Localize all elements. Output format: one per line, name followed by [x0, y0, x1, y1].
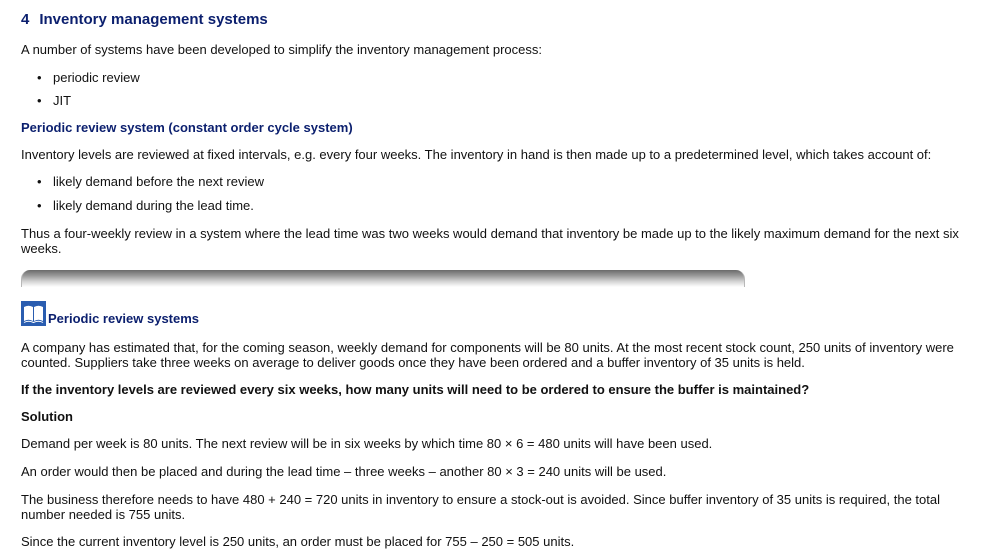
solution-step: Demand per week is 80 units. The next review will be in six weeks by which time 80 × 6 = 480 units will have been used.: [21, 436, 713, 451]
section-number: 4: [21, 11, 30, 28]
section-divider: [21, 270, 745, 287]
intro-paragraph: A number of systems have been developed to simplify the inventory management process:: [21, 42, 543, 57]
list-item: [21, 93, 961, 108]
list-item-text: JIT: [53, 93, 72, 108]
list-item-text: likely demand during the lead time.: [53, 198, 254, 213]
factors-list: [21, 174, 961, 213]
example-header: [21, 301, 961, 326]
list-item: [21, 70, 961, 85]
list-item-text: periodic review: [53, 70, 140, 85]
solution-label: Solution: [21, 409, 73, 424]
example-paragraph: Thus a four-weekly review in a system where the lead time was two weeks would demand that inventory be made up to the likely maximum demand for the next six weeks.: [21, 226, 959, 256]
systems-list: [21, 70, 961, 108]
scenario-paragraph: A company has estimated that, for the coming season, weekly demand for components will be 80 units. At the most recent stock count, 250 units of inventory were counted. Suppliers take three weeks on average to deliver goods once they have been ordered and a buffer inventory of 35 units is held.: [21, 340, 954, 370]
list-item-text: likely demand before the next review: [53, 174, 265, 189]
list-item: [21, 198, 961, 213]
book-icon: [21, 301, 46, 326]
bullet: •: [37, 174, 42, 189]
solution-step: The business therefore needs to have 480 + 240 = 720 units in inventory to ensure a stock-out is avoided. Since buffer inventory of 35 units is required, the total number needed is 755 units.: [21, 492, 940, 522]
example-title: Periodic review systems: [48, 311, 200, 326]
bullet: •: [37, 93, 42, 108]
question-paragraph: If the inventory levels are reviewed every six weeks, how many units will need to be ordered to ensure the buffer is maintained?: [21, 382, 810, 397]
description-paragraph: Inventory levels are reviewed at fixed intervals, e.g. every four weeks. The inventory in hand is then made up to a predetermined level, which takes account of:: [21, 147, 932, 162]
solution-step: Since the current inventory level is 250 units, an order must be placed for 755 – 250 = 505 units.: [21, 534, 575, 549]
section-heading: [21, 11, 961, 29]
subsection-heading: Periodic review system (constant order cycle system): [21, 120, 353, 135]
section-title: Inventory management systems: [39, 11, 268, 28]
bullet: •: [37, 70, 42, 85]
bullet: •: [37, 198, 42, 213]
solution-step: An order would then be placed and during the lead time – three weeks – another 80 × 3 = 240 units will be used.: [21, 464, 667, 479]
list-item: [21, 174, 961, 189]
content-area: [21, 11, 961, 549]
